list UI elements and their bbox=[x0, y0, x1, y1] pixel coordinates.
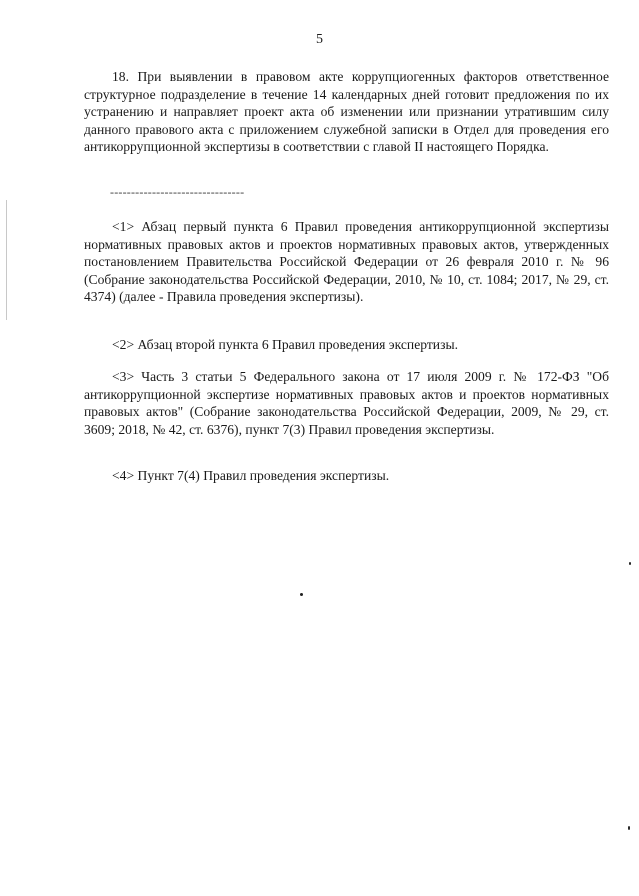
scan-speck bbox=[300, 593, 303, 596]
footnote-separator: -------------------------------- bbox=[110, 185, 245, 199]
paragraph-18: 18. При выявлении в правовом акте коррупциогенных факторов ответственное структурное подразделение в течение 14 календарных дней готовит предложения по их устранению и направляет проект акта об изменении или признании утратившим силу данного правового акта с приложением служебной записки в Отдел для проведения его антикоррупционной экспертизы в соответствии с главой II настоящего Порядка. bbox=[84, 69, 609, 154]
binding-line bbox=[6, 200, 7, 320]
footnote-2: <2> Абзац второй пункта 6 Правил проведения экспертизы. bbox=[112, 337, 458, 352]
footnote-1: <1> Абзац первый пункта 6 Правил проведения антикоррупционной экспертизы нормативных правовых актов и проектов нормативных правовых актов, утвержденных постановлением Правительства Российской Федерации от 26 февраля 2010 г. № 96 (Собрание законодательства Российской Федерации, 2010, № 10, ст. 1084; 2017, № 29, ст. 4374) (далее - Правила проведения экспертизы). bbox=[84, 219, 609, 304]
scan-speck bbox=[629, 562, 631, 565]
footnote-4: <4> Пункт 7(4) Правил проведения экспертизы. bbox=[112, 468, 390, 483]
scan-speck bbox=[628, 826, 630, 830]
footnote-3: <3> Часть 3 статьи 5 Федерального закона от 17 июля 2009 г. № 172-ФЗ "Об антикоррупционной экспертизе нормативных правовых актов и проектов нормативных правовых актов" (Собрание законодательства Российской Федерации, 2009, № 29, ст. 3609; 2018, № 42, ст. 6376), пункт 7(3) Правил проведения экспертизы. bbox=[84, 369, 609, 437]
page-number: 5 bbox=[316, 32, 323, 47]
